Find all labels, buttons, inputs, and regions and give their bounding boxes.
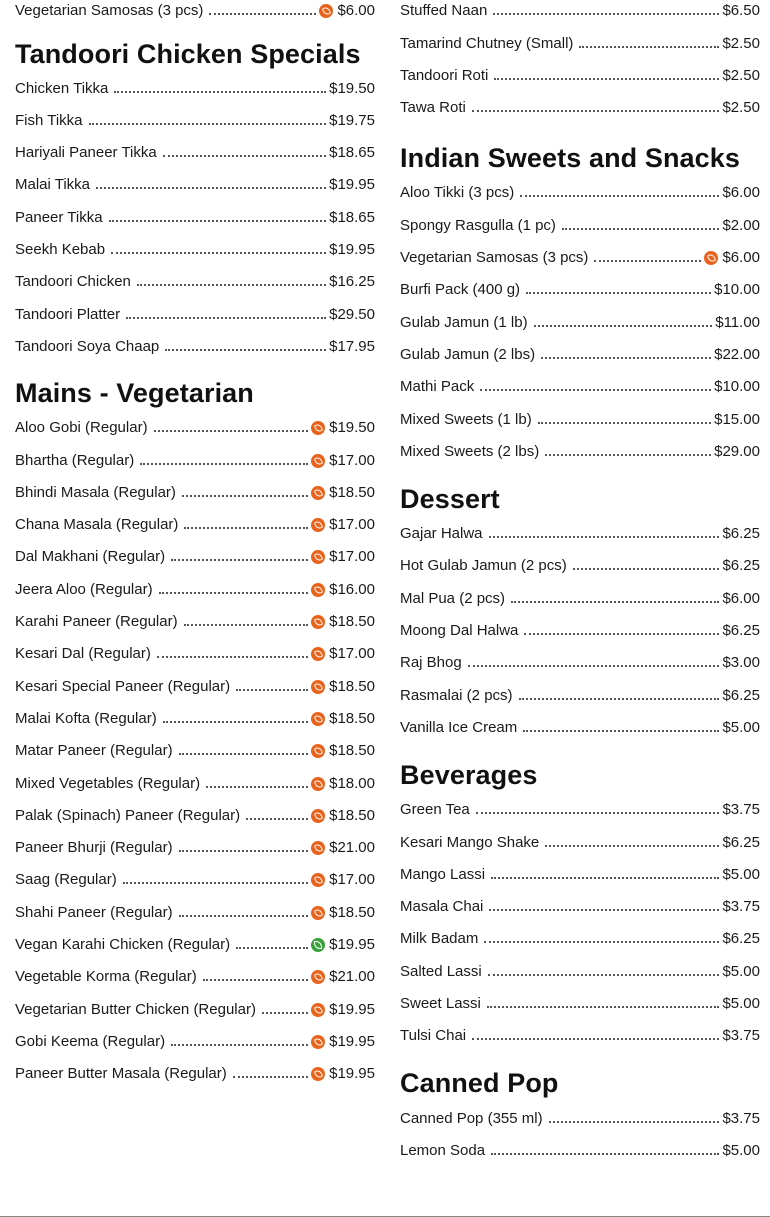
dot-leader [472, 110, 720, 112]
menu-item [15, 501, 375, 533]
item-name: Tandoori Roti [400, 66, 489, 84]
dot-leader [123, 882, 308, 884]
menu-item [400, 169, 760, 201]
item-price: $6.25 [722, 557, 760, 575]
item-price: $18.50 [329, 483, 375, 501]
spicy-icon [311, 712, 325, 726]
item-name: Mango Lassi [400, 865, 486, 883]
item-name: Milk Badam [400, 930, 479, 948]
menu-item [15, 888, 375, 920]
dot-leader [519, 698, 720, 700]
spicy-icon [311, 744, 325, 758]
menu-item [15, 0, 375, 19]
item-name: Aloo Tikki (3 pcs) [400, 184, 515, 202]
left-top-list [15, 0, 375, 19]
spicy-icon [311, 615, 325, 629]
item-price: $6.25 [722, 525, 760, 543]
spicy-icon [311, 970, 325, 984]
menu-item [400, 671, 760, 703]
spicy-icon [311, 454, 325, 468]
item-name: Green Tea [400, 801, 470, 819]
menu-item [15, 598, 375, 630]
dot-leader [114, 91, 326, 93]
menu-item [15, 1018, 375, 1050]
item-price: $15.00 [714, 410, 760, 428]
item-price: $19.95 [329, 1065, 375, 1083]
item-name: Canned Pop (355 ml) [400, 1109, 543, 1127]
section-title-dessert: Dessert [400, 483, 500, 514]
dot-leader [472, 1038, 719, 1040]
item-price: $2.50 [722, 34, 760, 52]
menu-item [15, 533, 375, 565]
item-price: $5.00 [722, 1141, 760, 1159]
menu-item [400, 818, 760, 850]
item-name: Kesari Dal (Regular) [15, 645, 151, 663]
item-price: $17.00 [329, 871, 375, 889]
item-name: Hot Gulab Jamun (2 pcs) [400, 557, 567, 575]
dot-leader [562, 228, 720, 230]
menu-item [400, 947, 760, 979]
dot-leader [484, 941, 719, 943]
menu-item [15, 759, 375, 791]
item-name: Aloo Gobi (Regular) [15, 419, 148, 437]
item-name: Dal Makhani (Regular) [15, 548, 166, 566]
menu-item [400, 84, 760, 116]
item-name: Mixed Sweets (2 lbs) [400, 442, 540, 460]
spicy-icon [319, 4, 333, 18]
item-name: Mixed Sweets (1 lb) [400, 410, 532, 428]
menu-item [15, 565, 375, 597]
item-price: $17.00 [329, 645, 375, 663]
dot-leader [126, 317, 326, 319]
dot-leader [541, 357, 711, 359]
item-name: Vegetarian Samosas (3 pcs) [400, 249, 589, 267]
item-name: Gulab Jamun (1 lb) [400, 313, 528, 331]
menu-item [15, 1050, 375, 1082]
spicy-icon [311, 421, 325, 435]
dot-leader [206, 786, 308, 788]
menu-item [400, 704, 760, 736]
dot-leader [476, 812, 720, 814]
dot-leader [573, 568, 720, 570]
item-name: Lemon Soda [400, 1141, 486, 1159]
menu-item [15, 727, 375, 759]
item-price: $6.25 [722, 686, 760, 704]
menu-item [15, 161, 375, 193]
item-name: Gulab Jamun (2 lbs) [400, 345, 536, 363]
spicy-icon [311, 550, 325, 564]
beverages-list [400, 786, 760, 1044]
item-price: $3.75 [722, 1027, 760, 1045]
menu-item [15, 953, 375, 985]
menu-item [400, 883, 760, 915]
menu-item [400, 19, 760, 51]
dot-leader [523, 730, 719, 732]
item-price: $18.65 [329, 208, 375, 226]
menu-item [15, 856, 375, 888]
item-price: $17.00 [329, 516, 375, 534]
menu-item [400, 428, 760, 460]
mains-veg-list [15, 404, 375, 1082]
breads-list [400, 0, 760, 116]
menu-item [400, 851, 760, 883]
item-name: Fish Tikka [15, 111, 83, 129]
item-name: Mal Pua (2 pcs) [400, 589, 506, 607]
item-name: Karahi Paneer (Regular) [15, 613, 178, 631]
dot-leader [140, 463, 308, 465]
item-price: $2.50 [722, 66, 760, 84]
dot-leader [549, 1121, 720, 1123]
item-name: Chana Masala (Regular) [15, 516, 179, 534]
spicy-icon [311, 777, 325, 791]
item-price: $18.65 [329, 144, 375, 162]
spicy-icon [311, 1035, 325, 1049]
item-price: $6.00 [722, 249, 760, 267]
right-column [400, 0, 760, 1159]
item-price: $6.25 [722, 833, 760, 851]
item-name: Paneer Bhurji (Regular) [15, 839, 173, 857]
dot-leader [491, 1153, 719, 1155]
item-name: Malai Tikka [15, 176, 91, 194]
item-price: $10.00 [714, 378, 760, 396]
spicy-icon [311, 680, 325, 694]
dot-leader [109, 220, 327, 222]
sweets-list [400, 169, 760, 460]
item-price: $3.75 [722, 801, 760, 819]
section-title-tandoori: Tandoori Chicken Specials [15, 39, 361, 70]
spicy-icon [311, 647, 325, 661]
item-name: Matar Paneer (Regular) [15, 742, 173, 760]
dot-leader [182, 495, 308, 497]
item-price: $19.95 [329, 936, 375, 954]
item-price: $5.00 [722, 962, 760, 980]
dot-leader [480, 389, 711, 391]
menu-item [400, 1012, 760, 1044]
menu-item [15, 792, 375, 824]
item-name: Gajar Halwa [400, 525, 483, 543]
item-price: $19.50 [329, 419, 375, 437]
menu-item [15, 97, 375, 129]
spicy-icon [311, 518, 325, 532]
item-name: Paneer Tikka [15, 208, 103, 226]
dot-leader [246, 818, 308, 820]
spicy-icon [311, 1067, 325, 1081]
dot-leader [511, 601, 719, 603]
dot-leader [491, 877, 719, 879]
menu-item [400, 1127, 760, 1159]
dot-leader [488, 974, 720, 976]
left-column [15, 0, 375, 1082]
dot-leader [111, 252, 326, 254]
item-price: $10.00 [714, 281, 760, 299]
dot-leader [171, 1044, 308, 1046]
item-price: $18.50 [329, 742, 375, 760]
item-price: $17.95 [329, 337, 375, 355]
menu-item [15, 630, 375, 662]
item-name: Masala Chai [400, 898, 484, 916]
tandoori-list [15, 64, 375, 355]
item-name: Sweet Lassi [400, 995, 481, 1013]
item-price: $16.00 [329, 580, 375, 598]
dot-leader [233, 1076, 308, 1078]
dot-leader [165, 349, 326, 351]
item-price: $18.00 [329, 774, 375, 792]
item-price: $3.75 [722, 898, 760, 916]
item-name: Vegetable Korma (Regular) [15, 968, 197, 986]
item-price: $19.95 [329, 1032, 375, 1050]
item-price: $18.50 [329, 806, 375, 824]
dot-leader [179, 753, 309, 755]
spicy-icon [311, 486, 325, 500]
item-name: Gobi Keema (Regular) [15, 1032, 166, 1050]
dot-leader [179, 915, 309, 917]
menu-item [15, 226, 375, 258]
menu-item [400, 1094, 760, 1126]
menu-item [15, 290, 375, 322]
canned-pop-list [400, 1094, 760, 1159]
item-name: Stuffed Naan [400, 2, 488, 20]
item-name: Tulsi Chai [400, 1027, 467, 1045]
dot-leader [96, 187, 326, 189]
item-price: $5.00 [722, 718, 760, 736]
dot-leader [526, 292, 711, 294]
section-title-canned-pop: Canned Pop [400, 1068, 559, 1099]
menu-item [15, 193, 375, 225]
dot-leader [236, 947, 308, 949]
menu-item [400, 542, 760, 574]
menu-item [400, 234, 760, 266]
dot-leader [594, 260, 701, 262]
menu-item [15, 436, 375, 468]
item-price: $18.50 [329, 613, 375, 631]
item-price: $6.25 [722, 930, 760, 948]
spicy-icon [311, 583, 325, 597]
item-name: Bhartha (Regular) [15, 451, 135, 469]
item-name: Vegetarian Butter Chicken (Regular) [15, 1000, 256, 1018]
item-price: $6.25 [722, 622, 760, 640]
menu-item [400, 639, 760, 671]
item-price: $6.00 [337, 2, 375, 20]
dot-leader [545, 454, 711, 456]
section-title-beverages: Beverages [400, 759, 538, 790]
menu-item [15, 469, 375, 501]
item-price: $5.00 [722, 865, 760, 883]
dot-leader [524, 633, 719, 635]
item-name: Kesari Mango Shake [400, 833, 540, 851]
item-price: $18.50 [329, 677, 375, 695]
item-name: Chicken Tikka [15, 79, 109, 97]
dot-leader [203, 979, 308, 981]
dot-leader [209, 13, 316, 15]
item-name: Shahi Paneer (Regular) [15, 903, 173, 921]
item-price: $6.50 [722, 2, 760, 20]
item-name: Spongy Rasgulla (1 pc) [400, 216, 556, 234]
item-name: Moong Dal Halwa [400, 622, 519, 640]
item-price: $19.95 [329, 1000, 375, 1018]
menu-item [400, 980, 760, 1012]
item-price: $19.95 [329, 241, 375, 259]
item-price: $6.00 [722, 589, 760, 607]
menu-item [400, 201, 760, 233]
item-name: Burfi Pack (400 g) [400, 281, 521, 299]
item-price: $5.00 [722, 995, 760, 1013]
item-name: Mathi Pack [400, 378, 475, 396]
dot-leader [184, 527, 308, 529]
dot-leader [89, 123, 327, 125]
menu-item [400, 52, 760, 84]
dot-leader [137, 284, 326, 286]
item-price: $17.00 [329, 451, 375, 469]
item-price: $21.00 [329, 839, 375, 857]
dot-leader [545, 845, 719, 847]
item-name: Tandoori Chicken [15, 273, 131, 291]
item-name: Tawa Roti [400, 99, 466, 117]
item-name: Mixed Vegetables (Regular) [15, 774, 201, 792]
item-price: $29.00 [714, 442, 760, 460]
item-name: Vegetarian Samosas (3 pcs) [15, 2, 204, 20]
menu-item [400, 574, 760, 606]
item-name: Tandoori Platter [15, 305, 121, 323]
dot-leader [184, 624, 309, 626]
item-price: $3.00 [722, 654, 760, 672]
spicy-icon [311, 841, 325, 855]
item-price: $18.50 [329, 903, 375, 921]
menu-item [400, 331, 760, 363]
section-title-sweets: Indian Sweets and Snacks [400, 143, 741, 174]
section-title-mains-veg: Mains - Vegetarian [15, 377, 254, 408]
menu-item [400, 363, 760, 395]
menu-item [15, 824, 375, 856]
menu-item [400, 915, 760, 947]
item-price: $19.50 [329, 79, 375, 97]
menu-item [15, 662, 375, 694]
item-price: $22.00 [714, 345, 760, 363]
menu-item [400, 607, 760, 639]
item-price: $3.75 [722, 1109, 760, 1127]
item-name: Rasmalai (2 pcs) [400, 686, 513, 704]
vegan-icon [311, 938, 325, 952]
dot-leader [236, 689, 308, 691]
item-price: $17.00 [329, 548, 375, 566]
item-price: $2.50 [722, 99, 760, 117]
menu-item [400, 298, 760, 330]
item-name: Palak (Spinach) Paneer (Regular) [15, 806, 241, 824]
dot-leader [489, 909, 719, 911]
dot-leader [487, 1006, 720, 1008]
spicy-icon [311, 906, 325, 920]
item-name: Vanilla Ice Cream [400, 718, 518, 736]
menu-item [15, 695, 375, 727]
item-price: $18.50 [329, 709, 375, 727]
dot-leader [154, 430, 309, 432]
item-price: $6.00 [722, 184, 760, 202]
menu-item [15, 921, 375, 953]
menu-item [15, 323, 375, 355]
dot-leader [179, 850, 309, 852]
item-name: Jeera Aloo (Regular) [15, 580, 153, 598]
dot-leader [489, 536, 720, 538]
item-name: Salted Lassi [400, 962, 482, 980]
item-price: $21.00 [329, 968, 375, 986]
item-name: Tandoori Soya Chaap [15, 337, 160, 355]
dot-leader [159, 592, 309, 594]
dot-leader [163, 721, 308, 723]
menu-item [400, 0, 760, 19]
dot-leader [534, 325, 713, 327]
item-name: Saag (Regular) [15, 871, 117, 889]
menu-item [15, 985, 375, 1017]
item-name: Vegan Karahi Chicken (Regular) [15, 936, 231, 954]
dot-leader [157, 656, 308, 658]
dot-leader [520, 195, 719, 197]
dot-leader [494, 78, 719, 80]
item-name: Malai Kofta (Regular) [15, 709, 157, 727]
dot-leader [171, 559, 308, 561]
dot-leader [262, 1012, 308, 1014]
item-name: Tamarind Chutney (Small) [400, 34, 574, 52]
menu-item [400, 266, 760, 298]
spicy-icon [311, 873, 325, 887]
dessert-list [400, 510, 760, 736]
dot-leader [163, 155, 326, 157]
item-price: $29.50 [329, 305, 375, 323]
spicy-icon [704, 251, 718, 265]
item-price: $16.25 [329, 273, 375, 291]
item-name: Raj Bhog [400, 654, 462, 672]
dot-leader [468, 665, 720, 667]
menu-item [15, 129, 375, 161]
spicy-icon [311, 1003, 325, 1017]
dot-leader [538, 422, 711, 424]
dot-leader [579, 46, 719, 48]
item-price: $11.00 [715, 313, 760, 331]
menu-item [15, 258, 375, 290]
item-name: Kesari Special Paneer (Regular) [15, 677, 231, 695]
item-price: $19.95 [329, 176, 375, 194]
dot-leader [493, 13, 719, 15]
item-price: $19.75 [329, 111, 375, 129]
item-name: Hariyali Paneer Tikka [15, 144, 157, 162]
spicy-icon [311, 809, 325, 823]
item-name: Seekh Kebab [15, 241, 106, 259]
menu-item [400, 395, 760, 427]
item-name: Paneer Butter Masala (Regular) [15, 1065, 227, 1083]
item-name: Bhindi Masala (Regular) [15, 483, 176, 501]
item-price: $2.00 [722, 216, 760, 234]
